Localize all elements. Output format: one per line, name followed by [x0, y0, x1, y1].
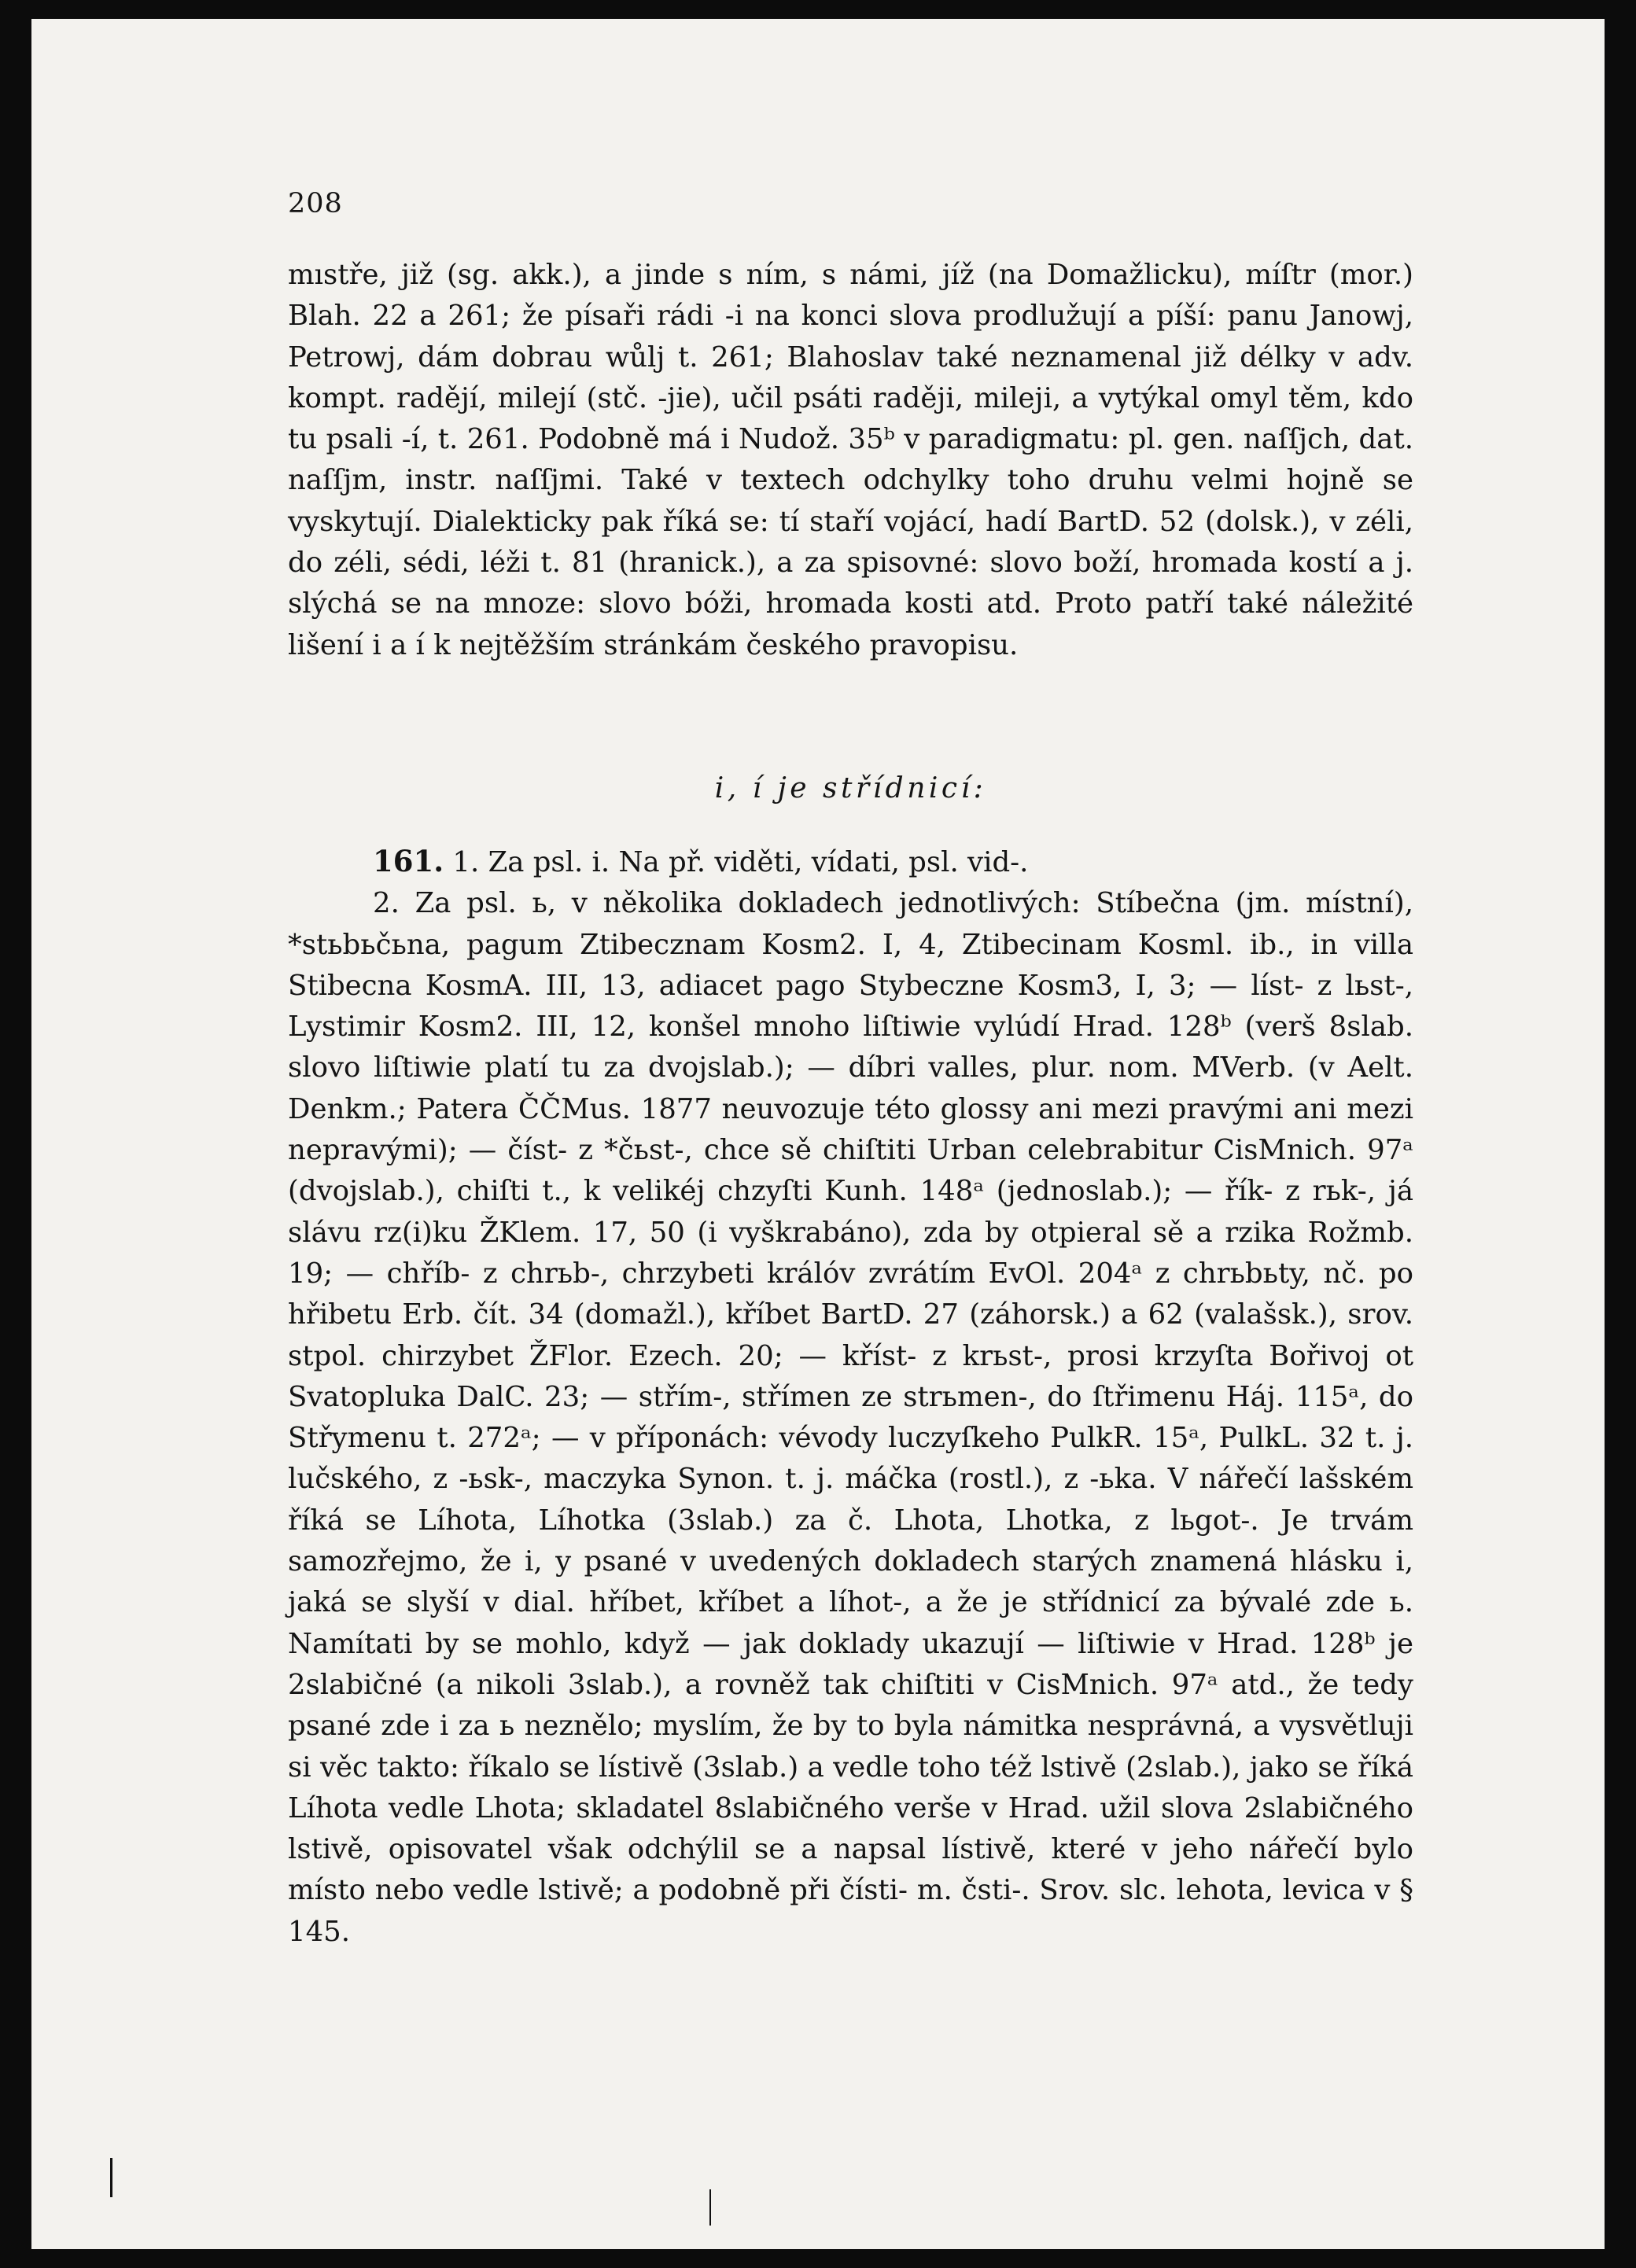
section-161-paragraph-2: 2. Za psl. ь, v několika dokladech jednotlivých: Stíbečna (jm. místní), *stьbьčьna, pagum Ztibecznam Kosm2. I, 4, Ztibecinam Kosml. ib., in villa Stibecna KosmA. III, 13, adiacet pago Stybeczne Kosm3, I, 3; — líst- z lьst-, Lystimir Kosm2. III, 12, konšel mnoho liſtiwie vylúdí Hrad. 128ᵇ (verš 8slab. slovo liſtiwie platí tu za dvojslab.); — díbri valles, plur. nom. MVerb. (v Aelt. Denkm.; Patera ČČMus. 1877 neuvozuje této glossy ani mezi pravými ani mezi nepravými); — číst- z *čьst-, chce sě chiſtiti Urban celebrabitur CisMnich. 97ᵃ (dvojslab.), chiſti t., k velikéj chzyſti Kunh. 148ᵃ (jednoslab.); — řík- z rьk-, já slávu rz(i)ku ŽKlem. 17, 50 (i vyškrabáno), zda by otpieral sě a rzika Rožmb. 19; — chříb- z chrьb-, chrzybeti králóv zvrátím EvOl. 204ᵃ z chrьbьty, nč. po hřibetu Erb. čít. 34 (domažl.), kříbet BartD. 27 (záhorsk.) a 62 (valašsk.), srov. stpol. chirzybet ŽFlor. Ezech. 20; — kříst- z krьst-, prosi krzyſta Bořivoj ot Svatopluka DalC. 23; — střím-, střímen ze strьmen-, do ſtřimenu Háj. 115ᵃ, do Střymenu t. 272ᵃ; — v příponách: vévody luczyſkeho PulkR. 15ᵃ, PulkL. 32 t. j. lučského, z -ьsk-, maczyka Synon. t. j. máčka (rostl.), z -ьka. V nářečí lašském říká se Líhota, Líhotka (3slab.) za č. Lhota, Lhotka, z lьgot-. Je trvám samozřejmo, že i, y psané v uvedených dokladech starých znamená hlásku i, jaká se slyší v dial. hříbet, kříbet a líhot-, a že je střídnicí za bývalé zde ь. Namítati by se mohlo, když — jak doklady ukazují — liſtiwie v Hrad. 128ᵇ je 2slabičné (a nikoli 3slab.), a rovněž tak chiſtiti v CisMnich. 97ᵃ atd., že tedy psané zde i za ь neznělo; myslím, že by to byla námitka nesprávná, a vysvětluji si věc takto: říkalo se lístivě (3slab.) a vedle toho též lstivě (2slab.), jako se říká Líhota vedle Lhota; skladatel 8slabičného verše v Hrad. užil slova 2slabičného lstivě, opisovatel však odchýlil se a napsal lístivě, které v jeho nářečí bylo místo nebo vedle lstivě; a podobně při čísti- m. čsti-. Srov. slc. lehota, levica v § 145. [288, 887, 1413, 1948]
paragraph-top [288, 255, 1413, 666]
section-161-paragraph-1 [288, 841, 1413, 883]
paragraph-1-text: 1. Za psl. i. Na př. viděti, vídati, psl. vid-. [452, 846, 1029, 878]
scan-mark [110, 2158, 112, 2197]
section-number: 161. [373, 844, 444, 878]
book-page [31, 19, 1605, 2249]
page-number: 208 [288, 188, 343, 219]
section-161 [288, 841, 1413, 1953]
section-heading-text: i, í je střídnicí: [714, 772, 987, 804]
scan-mark [709, 2189, 711, 2226]
paragraph-top-text: mıstře, již (sg. akk.), a jinde s ním, s námi, jíž (na Domažlicku), míſtr (mor.) Blah. 22 a 261; že písaři rádi -i na konci slova prodlužují a píší: panu Janowj, Petrowj, dám dobrau wůlj t. 261; Blahoslav také neznamenal již délky v adv. kompt. radějí, milejí (stč. -jie), učil psáti raději, mileji, a vytýkal omyl těm, kdo tu psali -í, t. 261. Podobně má i Nudož. 35ᵇ v paradigmatu: pl. gen. naſſjch, dat. naſſjm, instr. naſſjmi. Také v textech odchylky toho druhu velmi hojně se vyskytují. Dialekticky pak říká se: tí staří vojácí, hadí BartD. 52 (dolsk.), v zéli, do zéli, sédi, léži t. 81 (hranick.), a za spisovné: slovo boží, hromada kostí a j. slýchá se na mnoze: slovo bóži, hromada kosti atd. Proto patří také náležité lišení i a í k nejtěžším stránkám českého pravopisu. [288, 259, 1413, 661]
section-heading [288, 772, 1413, 804]
